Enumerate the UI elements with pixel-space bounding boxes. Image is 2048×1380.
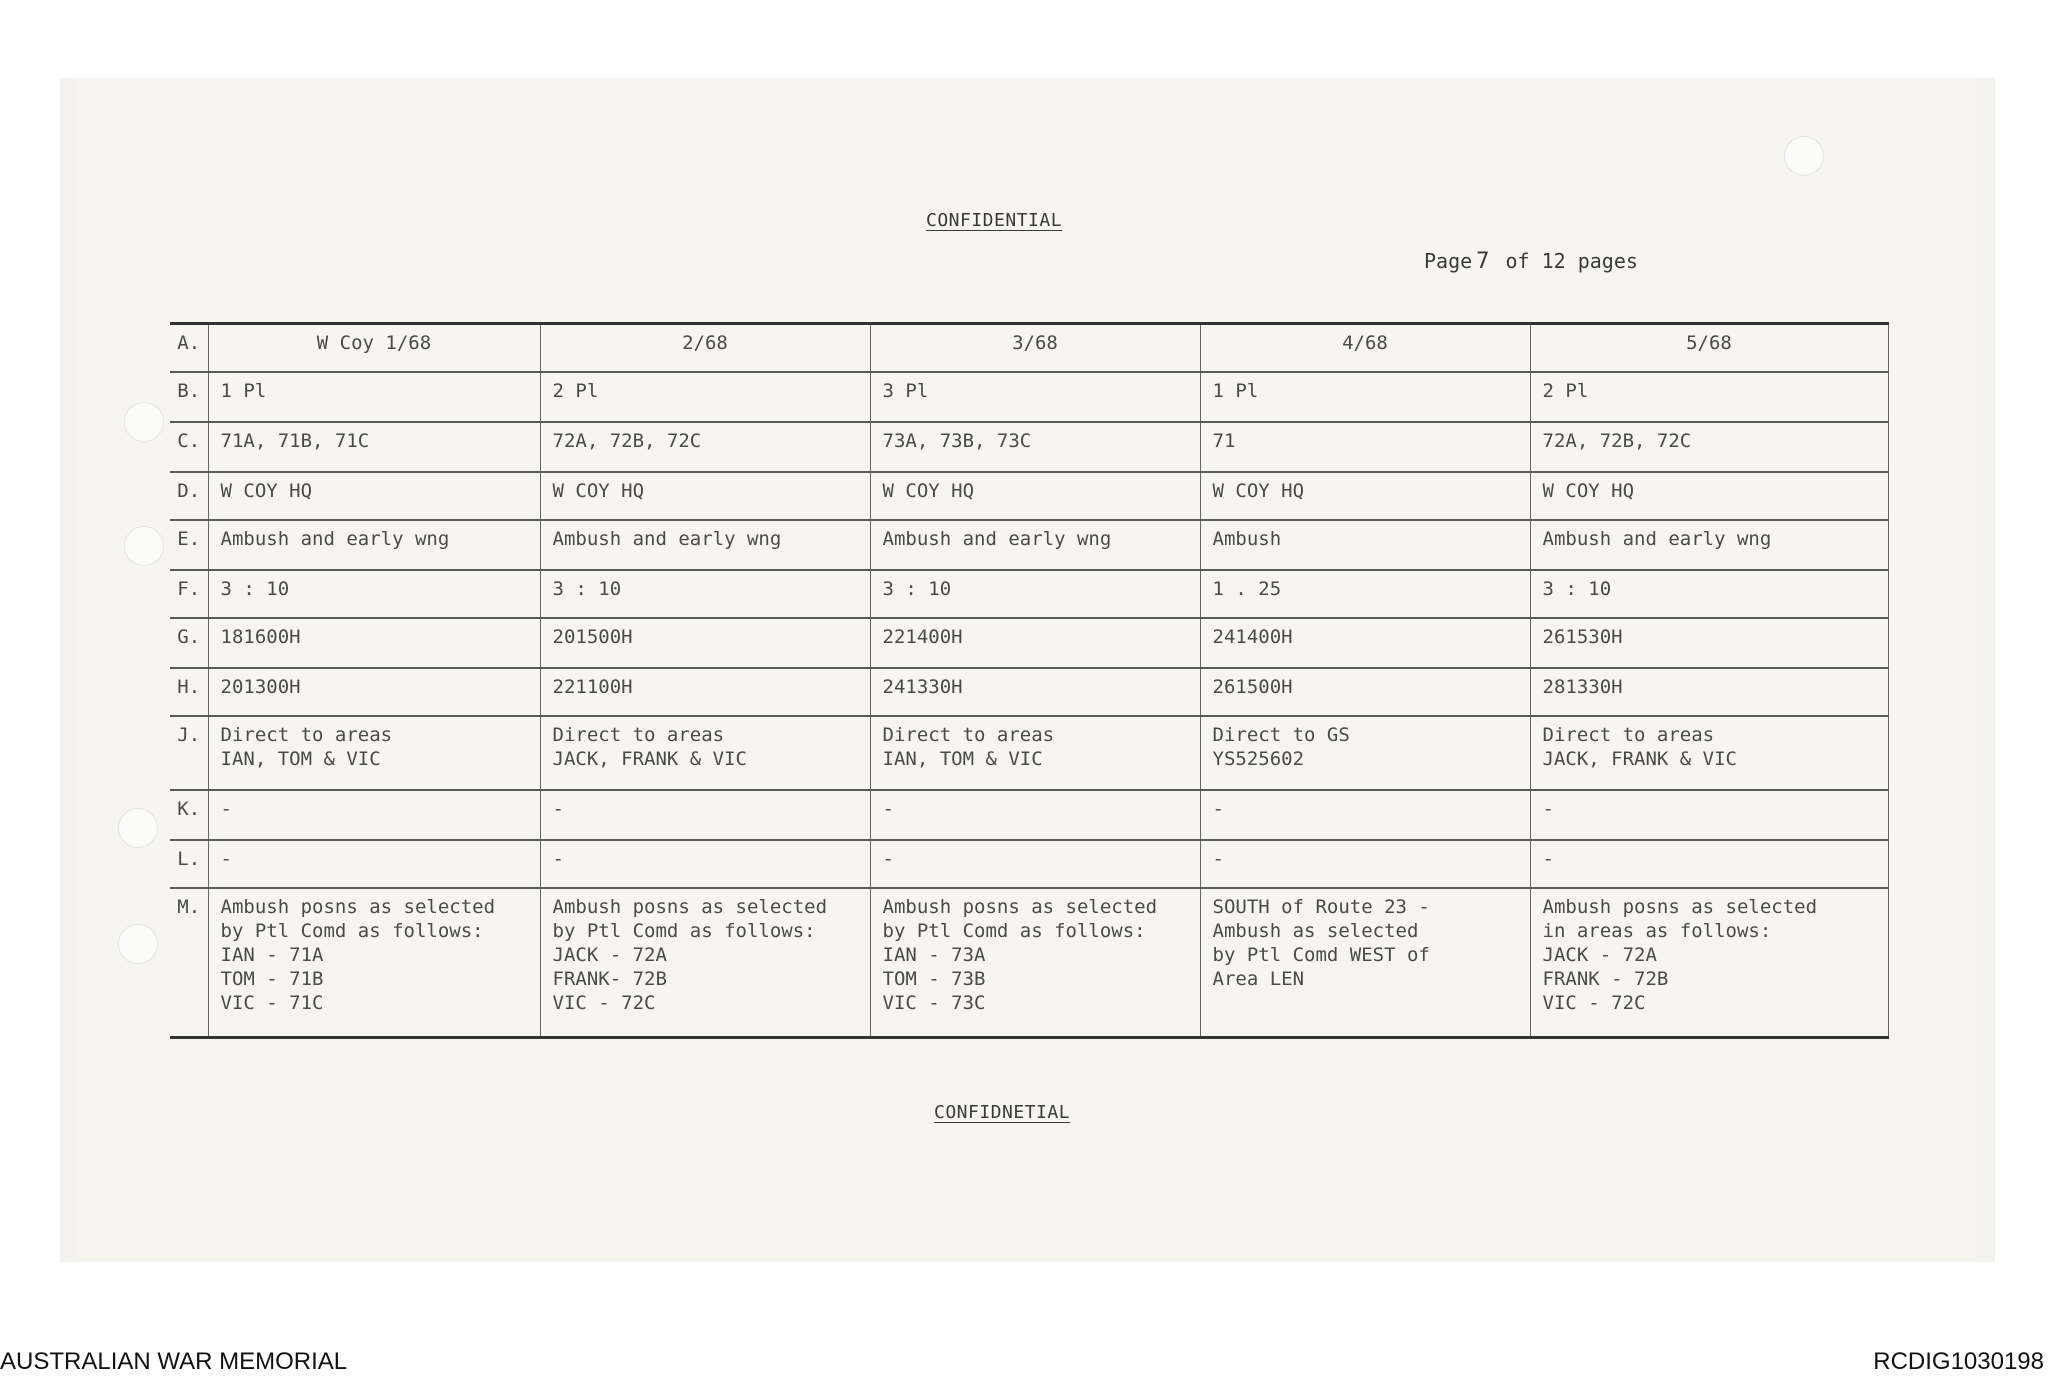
footer-source: AUSTRALIAN WAR MEMORIAL [0, 1348, 348, 1375]
table-cell: Direct to areas JACK, FRANK & VIC [540, 716, 870, 790]
table-cell: 221100H [540, 668, 870, 716]
table-cell: 71A, 71B, 71C [208, 422, 540, 472]
table-cell: Ambush and early wng [1530, 520, 1888, 570]
table-cell: 221400H [870, 618, 1200, 668]
table-cell: Direct to areas IAN, TOM & VIC [870, 716, 1200, 790]
row-label: K. [170, 790, 208, 840]
table-cell: - [540, 840, 870, 888]
table-cell: 1 . 25 [1200, 570, 1530, 618]
table-cell: 72A, 72B, 72C [540, 422, 870, 472]
table-cell: Ambush posns as selected in areas as follows: JACK - 72A FRANK - 72B VIC - 72C [1530, 888, 1888, 1038]
row-label: M. [170, 888, 208, 1038]
table-row [170, 570, 1888, 618]
table-cell: SOUTH of Route 23 - Ambush as selected by Ptl Comd WEST of Area LEN [1200, 888, 1530, 1038]
table-cell: - [1530, 840, 1888, 888]
page-total: of 12 pages [1505, 249, 1638, 273]
row-label: C. [170, 422, 208, 472]
table-cell: 71 [1200, 422, 1530, 472]
table-cell: - [208, 840, 540, 888]
footer-id: RCDIG1030198 [1873, 1348, 2044, 1375]
table-row [170, 324, 1888, 372]
table-cell: 72A, 72B, 72C [1530, 422, 1888, 472]
table-cell: Ambush [1200, 520, 1530, 570]
table-row [170, 840, 1888, 888]
row-label: B. [170, 372, 208, 422]
table-cell: Ambush posns as selected by Ptl Comd as follows: IAN - 73A TOM - 73B VIC - 73C [870, 888, 1200, 1038]
table-cell: 261500H [1200, 668, 1530, 716]
row-label: L. [170, 840, 208, 888]
table-row [170, 790, 1888, 840]
table-cell: 2 Pl [540, 372, 870, 422]
table-cell: Ambush and early wng [870, 520, 1200, 570]
table-row [170, 618, 1888, 668]
table-cell: W COY HQ [1200, 472, 1530, 520]
table-cell: Direct to areas JACK, FRANK & VIC [1530, 716, 1888, 790]
row-label: F. [170, 570, 208, 618]
patrol-table [170, 322, 1889, 1039]
table-cell: 181600H [208, 618, 540, 668]
table-cell: Ambush posns as selected by Ptl Comd as follows: JACK - 72A FRANK- 72B VIC - 72C [540, 888, 870, 1038]
row-label: D. [170, 472, 208, 520]
table-cell: 5/68 [1530, 324, 1888, 372]
table-row [170, 668, 1888, 716]
table-cell: - [870, 790, 1200, 840]
table-cell: W COY HQ [1530, 472, 1888, 520]
table-cell: 241400H [1200, 618, 1530, 668]
punch-hole [124, 526, 164, 566]
footer-classification: CONFIDNETIAL [934, 1102, 1071, 1123]
row-label: E. [170, 520, 208, 570]
table-cell: W Coy 1/68 [208, 324, 540, 372]
table-cell: Ambush posns as selected by Ptl Comd as follows: IAN - 71A TOM - 71B VIC - 71C [208, 888, 540, 1038]
table-cell: 241330H [870, 668, 1200, 716]
table-cell: - [1200, 790, 1530, 840]
table-cell: W COY HQ [540, 472, 870, 520]
table-cell: 1 Pl [1200, 372, 1530, 422]
table-cell: 3 : 10 [208, 570, 540, 618]
table-cell: Ambush and early wng [208, 520, 540, 570]
table-cell: Ambush and early wng [540, 520, 870, 570]
page-indicator [1424, 249, 1638, 274]
table-cell: - [208, 790, 540, 840]
page-number: 7 [1476, 249, 1490, 274]
punch-hole [118, 924, 158, 964]
punch-hole [124, 402, 164, 442]
table-cell: 261530H [1530, 618, 1888, 668]
page-label: Page [1424, 249, 1473, 273]
table-cell: 1 Pl [208, 372, 540, 422]
table-row [170, 372, 1888, 422]
table-cell: Direct to areas IAN, TOM & VIC [208, 716, 540, 790]
table-cell: 73A, 73B, 73C [870, 422, 1200, 472]
table-cell: 3 : 10 [1530, 570, 1888, 618]
table-cell: 3 : 10 [540, 570, 870, 618]
table-row [170, 520, 1888, 570]
table-cell: W COY HQ [208, 472, 540, 520]
table-cell: 201300H [208, 668, 540, 716]
row-label: G. [170, 618, 208, 668]
table-cell: - [1200, 840, 1530, 888]
table-row [170, 472, 1888, 520]
punch-hole [118, 808, 158, 848]
row-label: J. [170, 716, 208, 790]
table-cell: 2 Pl [1530, 372, 1888, 422]
table-cell: 3 : 10 [870, 570, 1200, 618]
row-label: A. [170, 324, 208, 372]
table-cell: W COY HQ [870, 472, 1200, 520]
table-row [170, 888, 1888, 1038]
table-cell: Direct to GS YS525602 [1200, 716, 1530, 790]
row-label: H. [170, 668, 208, 716]
table-cell: 281330H [1530, 668, 1888, 716]
punch-hole [1784, 136, 1824, 176]
table-cell: 4/68 [1200, 324, 1530, 372]
table-cell: 201500H [540, 618, 870, 668]
table-cell: - [1530, 790, 1888, 840]
table-cell: - [540, 790, 870, 840]
table-cell: 2/68 [540, 324, 870, 372]
table-row [170, 716, 1888, 790]
table-cell: 3 Pl [870, 372, 1200, 422]
table-cell: 3/68 [870, 324, 1200, 372]
header-classification: CONFIDENTIAL [926, 210, 1063, 231]
table-cell: - [870, 840, 1200, 888]
table-row [170, 422, 1888, 472]
